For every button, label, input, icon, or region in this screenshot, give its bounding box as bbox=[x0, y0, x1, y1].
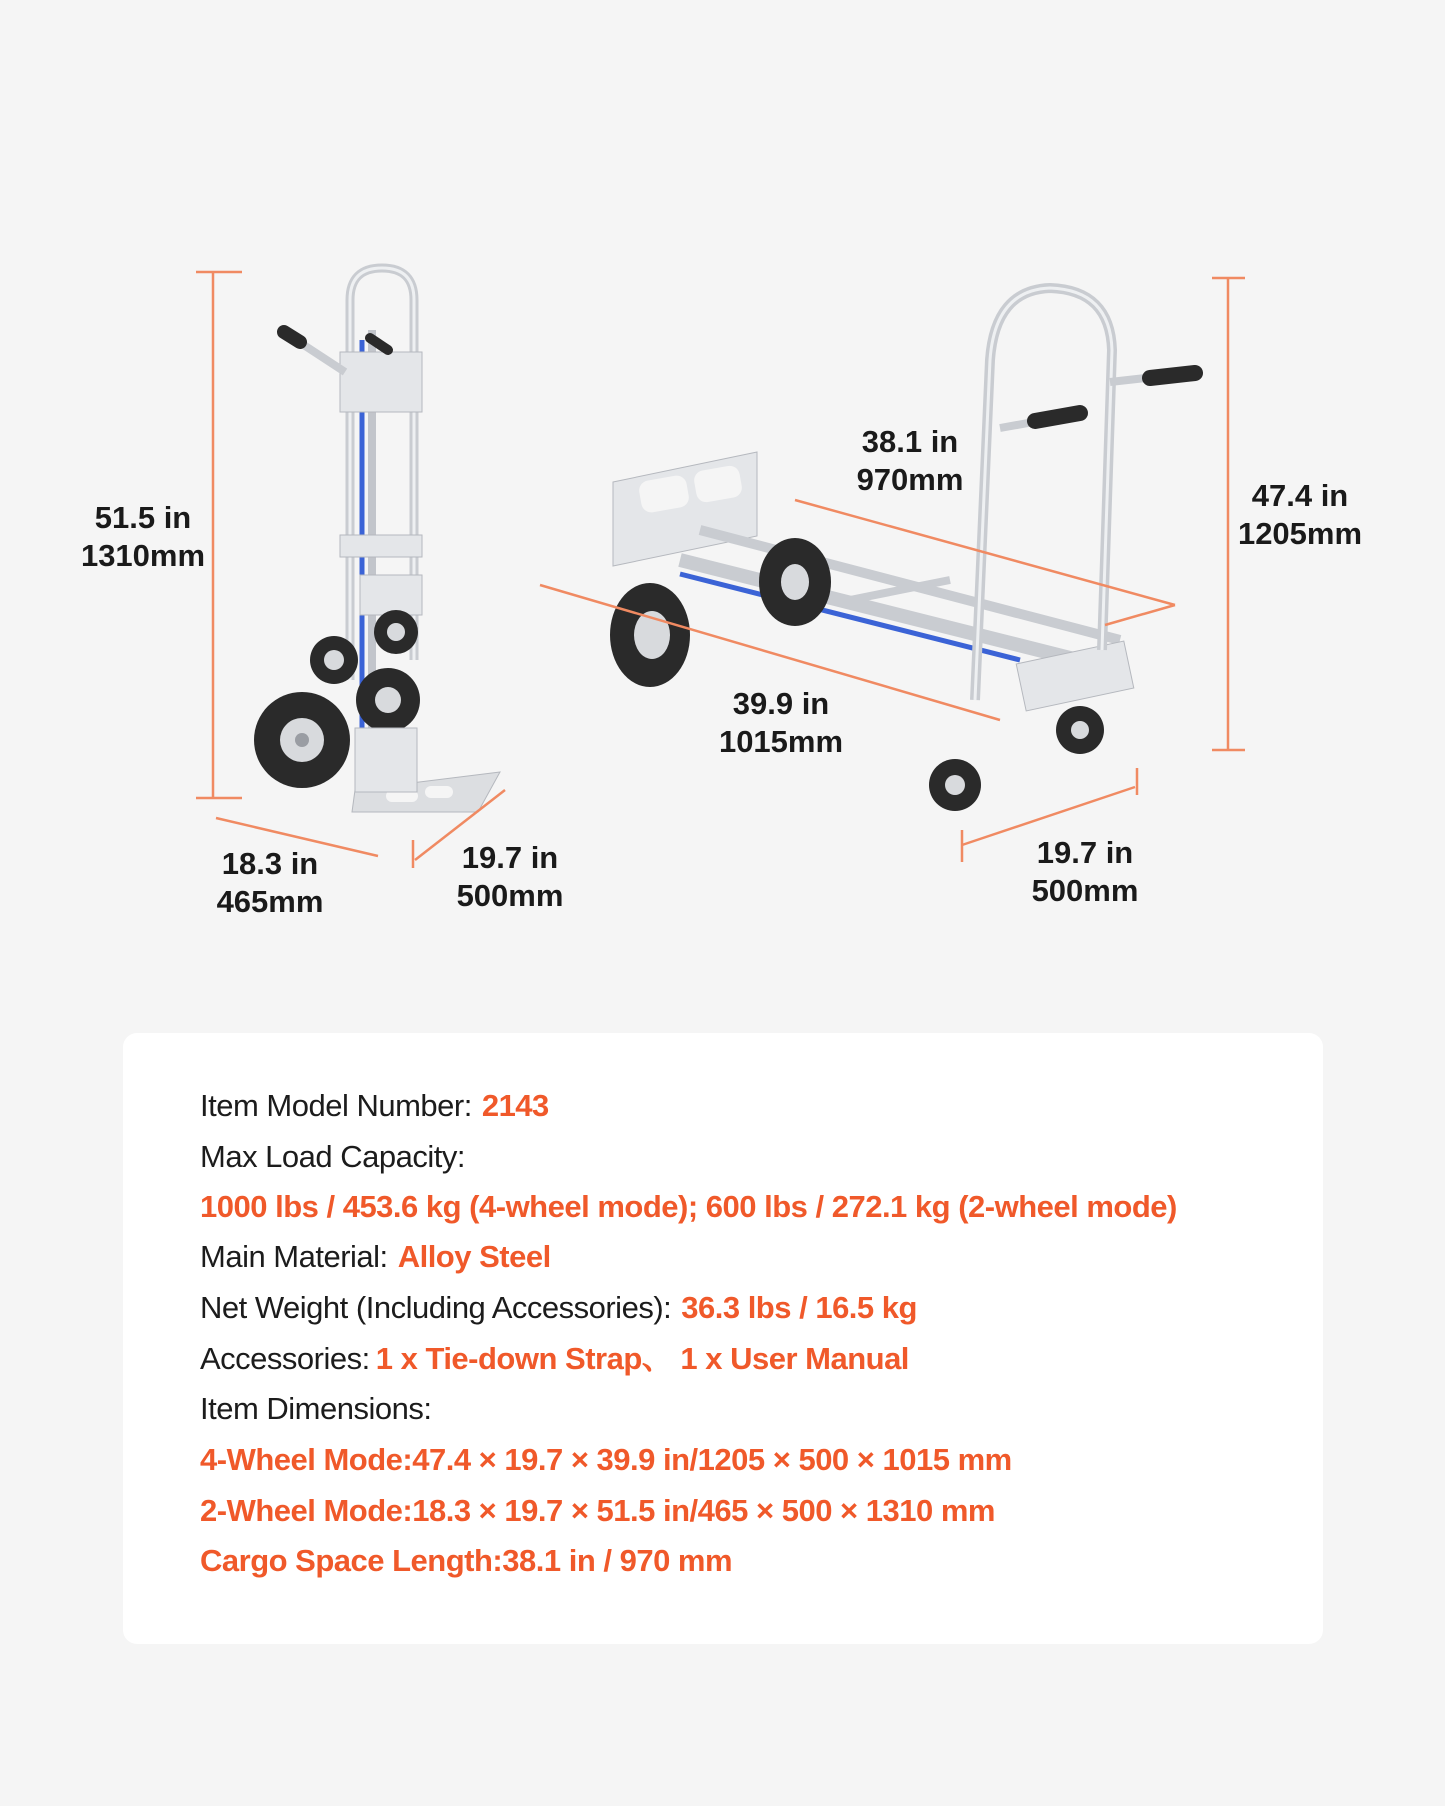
net-weight-label: Net Weight (Including Accessories): bbox=[200, 1290, 672, 1325]
four-wheel-dimensions: 4-Wheel Mode:47.4 × 19.7 × 39.9 in/1205 × 500 × 1015 mm bbox=[200, 1442, 1012, 1477]
left-height-mm: 1310mm bbox=[80, 538, 206, 573]
left-depth-in: 18.3 in bbox=[221, 846, 319, 881]
model-number-label: Item Model Number: bbox=[200, 1088, 472, 1123]
cargo-length-mm: 970mm bbox=[856, 462, 964, 497]
accessories-value: 1 x Tie-down Strap、 1 x User Manual bbox=[375, 1341, 909, 1376]
material-value: Alloy Steel bbox=[397, 1239, 551, 1274]
cargo-space-length: Cargo Space Length:38.1 in / 970 mm bbox=[200, 1543, 733, 1578]
left-depth-label bbox=[217, 845, 324, 921]
right-width-label bbox=[1032, 834, 1139, 910]
left-depth-mm: 465mm bbox=[216, 884, 324, 919]
hand-truck-upright-illustration bbox=[254, 268, 500, 812]
material-row bbox=[200, 1237, 551, 1277]
right-width-mm: 500mm bbox=[1031, 873, 1139, 908]
model-number-row bbox=[200, 1086, 549, 1126]
load-capacity-value: 1000 lbs / 453.6 kg (4-wheel mode); 600 lbs / 272.1 kg (2-wheel mode) bbox=[200, 1189, 1177, 1224]
cargo-length-in: 38.1 in bbox=[861, 424, 959, 459]
right-height-label bbox=[1238, 477, 1362, 553]
right-length-in: 39.9 in bbox=[732, 686, 830, 721]
two-wheel-dimensions: 2-Wheel Mode:18.3 × 19.7 × 51.5 in/465 × 500 × 1310 mm bbox=[200, 1493, 995, 1528]
specifications-card bbox=[123, 1033, 1323, 1644]
right-height-in: 47.4 in bbox=[1251, 478, 1349, 513]
right-length-mm: 1015mm bbox=[718, 724, 844, 759]
accessories-label: Accessories: bbox=[200, 1341, 370, 1376]
cargo-length-label bbox=[857, 423, 964, 499]
left-height-label bbox=[81, 499, 205, 575]
right-height-mm: 1205mm bbox=[1237, 516, 1363, 551]
net-weight-row bbox=[200, 1288, 917, 1328]
material-label: Main Material: bbox=[200, 1239, 388, 1274]
model-number-value: 2143 bbox=[481, 1088, 549, 1123]
left-height-in: 51.5 in bbox=[94, 500, 192, 535]
left-width-in: 19.7 in bbox=[461, 840, 559, 875]
accessories-row bbox=[200, 1339, 909, 1379]
platform-cart-illustration bbox=[610, 288, 1195, 811]
right-width-in: 19.7 in bbox=[1036, 835, 1134, 870]
left-width-mm: 500mm bbox=[456, 878, 564, 913]
load-capacity-label: Max Load Capacity: bbox=[200, 1139, 465, 1174]
net-weight-value: 36.3 lbs / 16.5 kg bbox=[681, 1290, 917, 1325]
left-width-label bbox=[457, 839, 564, 915]
right-length-label bbox=[719, 685, 843, 761]
item-dimensions-label: Item Dimensions: bbox=[200, 1391, 432, 1426]
